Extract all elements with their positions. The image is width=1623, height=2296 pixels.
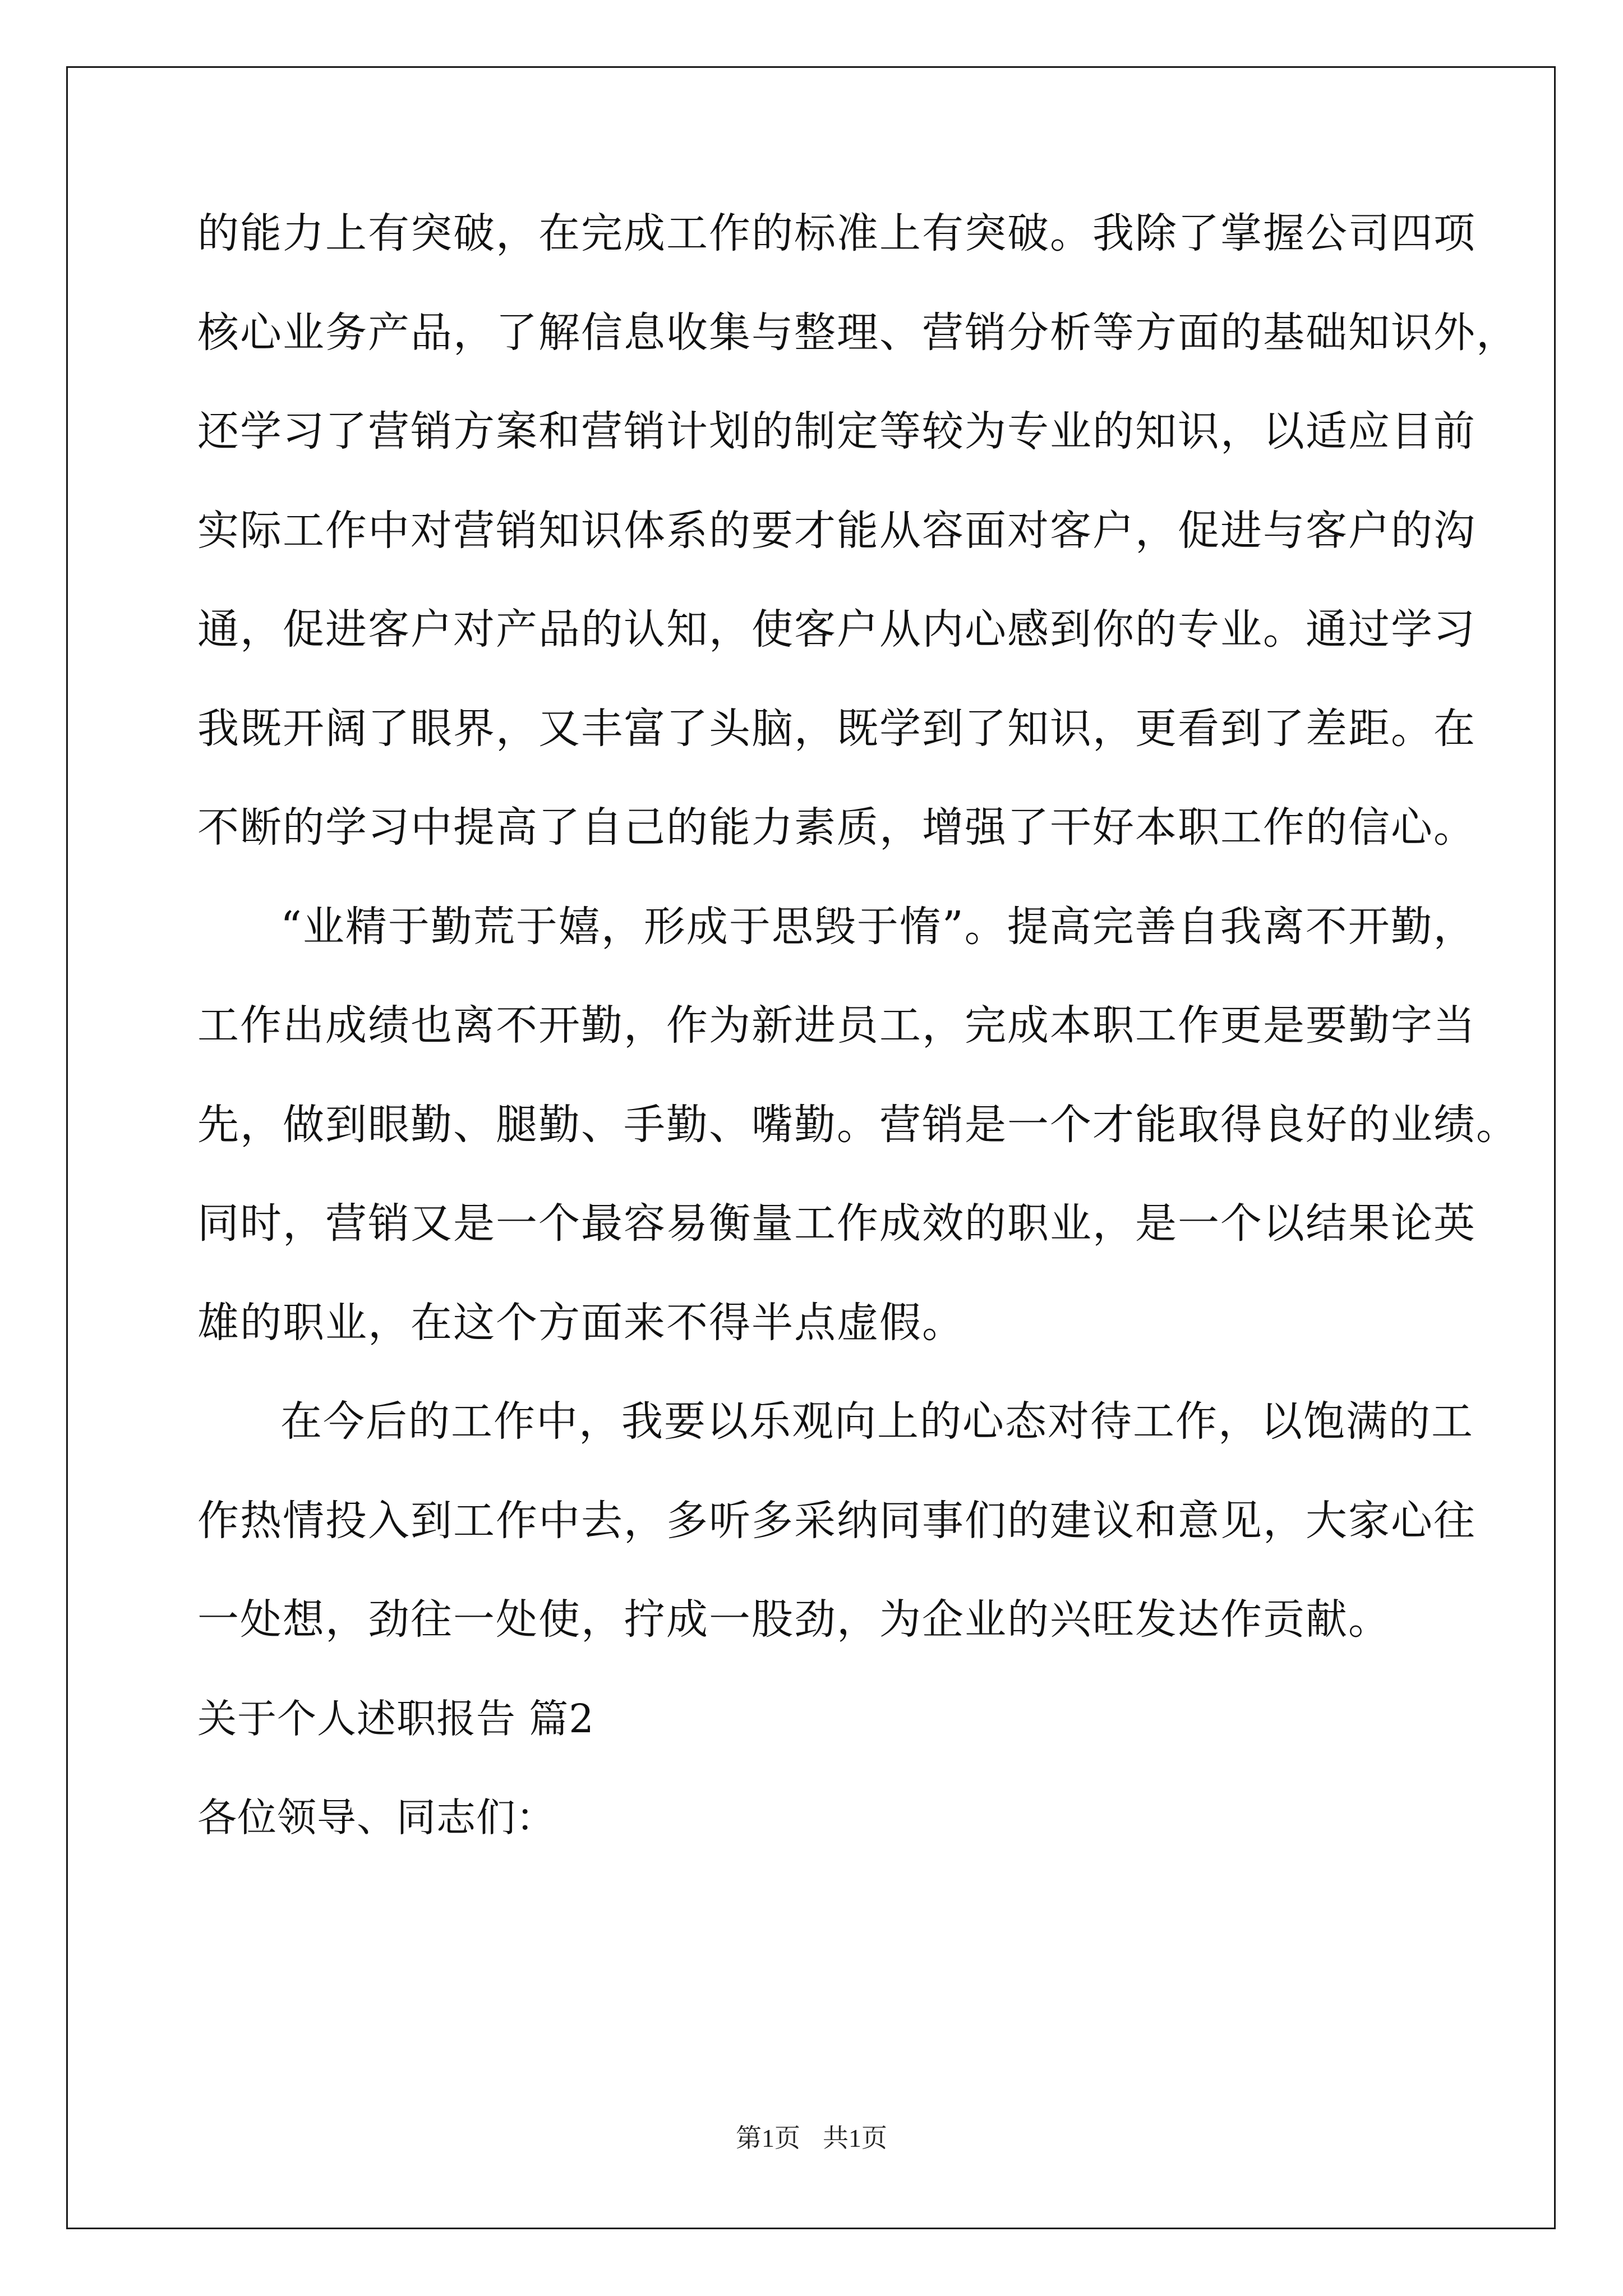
document-body — [197, 184, 1519, 1867]
salutation: 各位领导、同志们： — [197, 1795, 556, 1841]
text-line: 我既开阔了眼界，又丰富了头脑，既学到了知识，更看到了差距。在 — [197, 704, 1476, 753]
text-line: 工作出成绩也离不开勤，作为新进员工，完成本职工作更是要勤字当 — [197, 1001, 1476, 1050]
text-line: “业精于勤荒于嬉，形成于思毁于惰”。提高完善自我离不开勤， — [280, 902, 1476, 951]
text-line: 在今后的工作中，我要以乐观向上的心态对待工作，以饱满的工 — [280, 1397, 1474, 1446]
text-line: 核心业务产品，了解信息收集与整理、营销分析等方面的基础知识外， — [197, 308, 1519, 357]
text-line: 作热情投入到工作中去，多听多采纳同事们的建议和意见，大家心往 — [197, 1496, 1476, 1545]
text-line: 的能力上有突破，在完成工作的标准上有突破。我除了掌握公司四项 — [197, 209, 1476, 257]
page-footer — [0, 2118, 1623, 2155]
page-total: 共1页 — [823, 2124, 887, 2152]
section-title: 关于个人述职报告 篇2 — [197, 1695, 594, 1742]
text-line: 不断的学习中提高了自己的能力素质，增强了干好本职工作的信心。 — [197, 803, 1476, 852]
text-line: 还学习了营销方案和营销计划的制定等较为专业的知识，以适应目前 — [197, 407, 1476, 455]
text-line: 通，促进客户对产品的认知，使客户从内心感到你的专业。通过学习 — [197, 605, 1476, 654]
text-line: 雄的职业，在这个方面来不得半点虚假。 — [197, 1298, 965, 1347]
text-line: 同时，营销又是一个最容易衡量工作成效的职业，是一个以结果论英 — [197, 1199, 1476, 1248]
text-line: 先，做到眼勤、腿勤、手勤、嘴勤。营销是一个才能取得良好的业绩。 — [197, 1100, 1519, 1149]
text-line: 一处想，劲往一处使，拧成一股劲，为企业的兴旺发达作贡献。 — [197, 1595, 1391, 1644]
page-number: 第1页 — [736, 2124, 800, 2152]
text-line: 实际工作中对营销知识体系的要才能从容面对客户，促进与客户的沟 — [197, 506, 1476, 555]
